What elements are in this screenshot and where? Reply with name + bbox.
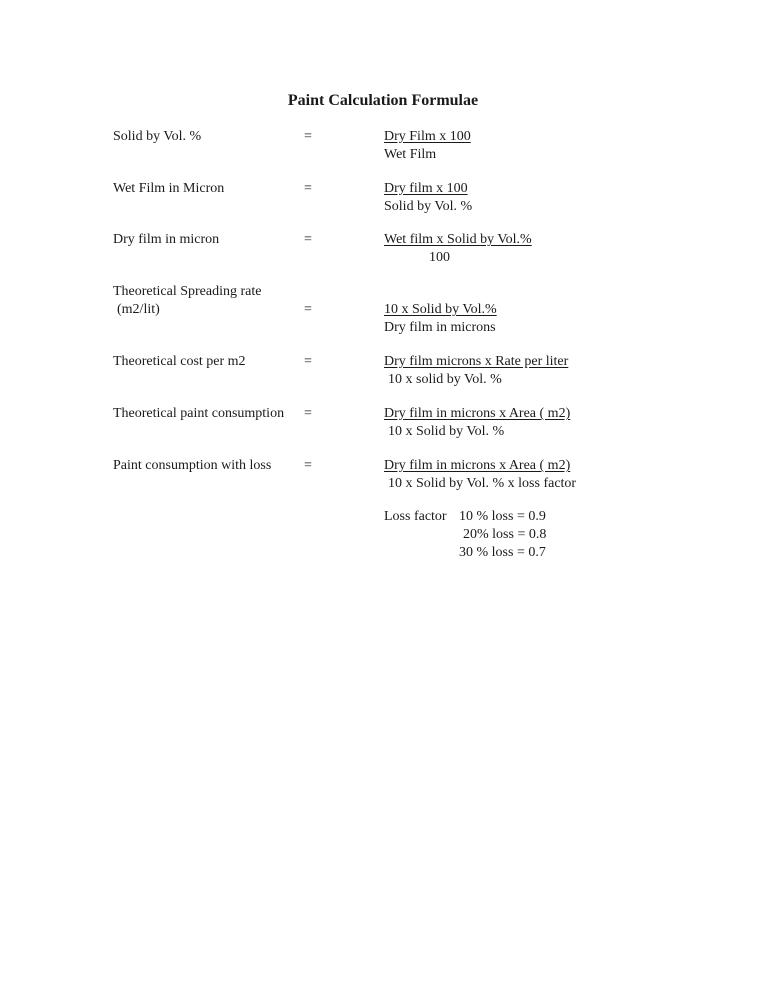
formula-label: Paint consumption with loss: [113, 458, 272, 473]
equals-sign: =: [304, 181, 312, 196]
formula-denominator: Dry film in microns: [384, 320, 496, 335]
formula-label-line1: Theoretical Spreading rate: [113, 284, 262, 299]
equals-sign: =: [304, 458, 312, 473]
equals-sign: =: [304, 232, 312, 247]
formula-numerator: Dry film in microns x Area ( m2): [384, 458, 571, 473]
equals-sign: =: [304, 129, 312, 144]
formula-denominator: Solid by Vol. %: [384, 199, 473, 214]
equals-sign: =: [304, 354, 312, 369]
page-title: Paint Calculation Formulae: [287, 92, 479, 109]
loss-factor-row: 30 % loss = 0.7: [459, 545, 546, 560]
formula-numerator: Dry film in microns x Area ( m2): [384, 406, 571, 421]
formula-numerator: Wet film x Solid by Vol.%: [384, 232, 532, 247]
formula-denominator: 10 x Solid by Vol. % x loss factor: [388, 476, 577, 491]
formula-denominator: 10 x solid by Vol. %: [388, 372, 502, 387]
formula-denominator: 100: [429, 250, 450, 265]
formula-denominator: 10 x Solid by Vol. %: [388, 424, 505, 439]
formula-numerator: 10 x Solid by Vol.%: [384, 302, 497, 317]
formula-label: Theoretical cost per m2: [113, 354, 246, 369]
loss-factor-label: Loss factor: [384, 509, 447, 524]
loss-factor-row: 20% loss = 0.8: [463, 527, 547, 542]
formula-label: Theoretical paint consumption: [113, 406, 285, 421]
formula-numerator: Dry film microns x Rate per liter: [384, 354, 569, 369]
equals-sign: =: [304, 302, 312, 317]
formula-label: Dry film in micron: [113, 232, 220, 247]
formula-denominator: Wet Film: [384, 147, 437, 162]
formula-numerator: Dry film x 100: [384, 181, 468, 196]
formula-label-line2: (m2/lit): [117, 302, 160, 317]
formula-numerator: Dry Film x 100: [384, 129, 471, 144]
formula-label: Solid by Vol. %: [113, 129, 202, 144]
formula-label: Wet Film in Micron: [113, 181, 225, 196]
loss-factor-row: 10 % loss = 0.9: [459, 509, 546, 524]
equals-sign: =: [304, 406, 312, 421]
